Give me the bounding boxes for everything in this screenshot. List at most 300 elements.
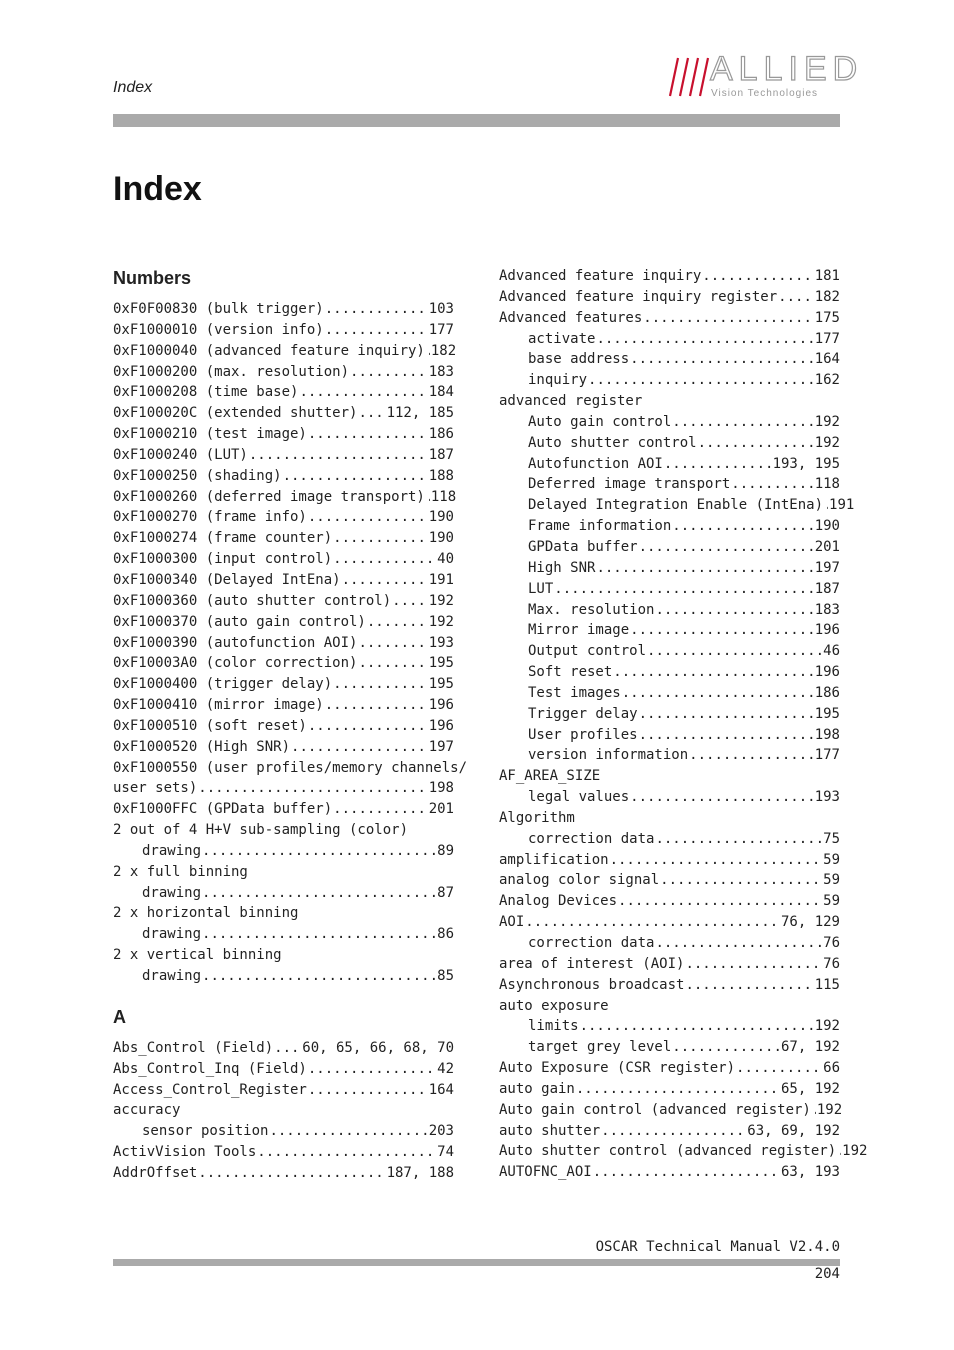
- entry-leader: [702, 266, 813, 287]
- index-subentry: [499, 933, 840, 954]
- entry-leader: [308, 1080, 428, 1101]
- entry-pages: 75: [823, 830, 840, 847]
- index-entry: [113, 737, 454, 758]
- entry-pages: 76: [823, 935, 840, 951]
- entry-leader: [647, 641, 822, 662]
- index-entry: [499, 891, 840, 912]
- entry-leader: [672, 516, 813, 537]
- index-entry-head: accuracy: [113, 1102, 181, 1119]
- logo-tagline: Vision Technologies: [711, 88, 819, 99]
- entry-pages: 195: [428, 655, 454, 672]
- entry-leader: [308, 507, 428, 528]
- entry-term: Advanced features: [499, 309, 643, 326]
- entry-pages: 177: [814, 330, 840, 347]
- entry-leader: [596, 329, 813, 350]
- entry-pages: 193, 195: [772, 455, 840, 472]
- entry-pages: 187: [814, 580, 840, 597]
- entry-term: High SNR: [528, 559, 596, 576]
- entry-term: Auto gain control (advanced register): [499, 1101, 811, 1118]
- entry-leader: [202, 966, 436, 987]
- entry-pages: 192: [814, 413, 840, 430]
- entry-leader: [350, 362, 428, 383]
- footer-manual-title: OSCAR Technical Manual V2.4.0: [595, 1239, 840, 1255]
- entry-leader: [660, 870, 822, 891]
- index-entry: [499, 1058, 840, 1079]
- index-entry-head: Algorithm: [499, 809, 575, 826]
- entry-leader: [325, 299, 428, 320]
- page-number: 204: [814, 1266, 840, 1282]
- entry-pages: 192: [428, 592, 454, 609]
- index-subentry: [499, 704, 840, 725]
- entry-leader: [333, 549, 436, 570]
- entry-pages: 181: [814, 268, 840, 284]
- entry-term: 0xF1000510 (soft reset): [113, 717, 307, 734]
- entry-term: Output control: [528, 643, 647, 660]
- index-entry: [113, 1080, 454, 1101]
- entry-leader: [358, 403, 385, 424]
- entry-leader: [554, 579, 813, 600]
- allied-logo: [668, 50, 864, 100]
- index-entry: [113, 549, 454, 570]
- entry-term: activate: [528, 330, 596, 347]
- index-entry-head: 2 x horizontal binning: [113, 905, 299, 922]
- index-entry: [113, 716, 454, 737]
- entry-term: 0xF1000300 (input control): [113, 551, 333, 568]
- index-entry: [113, 570, 454, 591]
- entry-leader: [358, 633, 427, 654]
- entry-term: 0xF100020C (extended shutter): [113, 405, 358, 422]
- entry-pages: 192: [814, 434, 840, 451]
- entry-leader: [824, 495, 828, 516]
- index-entry: [113, 528, 454, 549]
- entry-leader: [664, 454, 772, 475]
- entry-term: Asynchronous broadcast: [499, 976, 685, 993]
- entry-pages: 190: [814, 518, 840, 535]
- index-subentry: [499, 370, 840, 391]
- entry-leader: [333, 674, 428, 695]
- index-subentry: [499, 683, 840, 704]
- entry-pages: 192: [428, 613, 454, 630]
- spacer: [113, 987, 454, 1005]
- index-entry: [113, 1142, 454, 1163]
- entry-pages: 196: [428, 717, 454, 734]
- entry-leader: [837, 1141, 841, 1162]
- entry-term: drawing: [142, 884, 202, 901]
- entry-term: 0xF1000360 (auto shutter control): [113, 592, 392, 609]
- entry-pages: 191: [829, 497, 855, 514]
- entry-pages: 59: [823, 893, 840, 910]
- index-entry: [113, 507, 454, 528]
- index-entry: [113, 633, 454, 654]
- index-subentry: [499, 600, 840, 621]
- entry-term: 0xF1000250 (shading): [113, 467, 282, 484]
- entry-term: auto shutter: [499, 1122, 601, 1139]
- entry-term: Frame information: [528, 518, 672, 535]
- entry-leader: [308, 716, 428, 737]
- entry-leader: [630, 787, 814, 808]
- entry-pages: 187: [428, 446, 454, 463]
- entry-term: Deferred image transport: [528, 476, 731, 493]
- entry-term: 0xF1000370 (auto gain control): [113, 613, 366, 630]
- entry-term: auto gain: [499, 1080, 575, 1097]
- entry-term: target grey level: [528, 1039, 672, 1056]
- index-entry: [113, 341, 457, 362]
- entry-term: LUT: [528, 580, 554, 597]
- index-column-right: [499, 266, 868, 1183]
- entry-term: version information: [528, 747, 689, 764]
- entry-term: GPData buffer: [528, 538, 638, 555]
- index-entry-head: 2 out of 4 H+V sub-sampling (color): [113, 822, 409, 839]
- entry-leader: [655, 600, 813, 621]
- entry-term: 0xF1000200 (max. resolution): [113, 363, 350, 380]
- entry-pages: 76, 129: [780, 914, 840, 931]
- entry-term: Auto shutter control (advanced register): [499, 1143, 837, 1160]
- entry-leader: [639, 704, 814, 725]
- index-entry: [499, 1079, 840, 1100]
- entry-term: 0xF1000274 (frame counter): [113, 530, 333, 547]
- index-subentry: [499, 1037, 840, 1058]
- entry-pages: 118: [430, 488, 457, 505]
- entry-term: 0xF1000210 (test image): [113, 426, 307, 443]
- index-entry: [113, 612, 454, 633]
- entry-term: drawing: [142, 968, 202, 984]
- index-subentry: [113, 924, 454, 945]
- entry-pages: 63, 69, 192: [747, 1122, 840, 1139]
- index-entry: [499, 1121, 840, 1142]
- entry-term: 0xF1000240 (LUT): [113, 446, 248, 463]
- entry-pages: 118: [814, 476, 840, 493]
- index-subentry: [499, 662, 840, 683]
- entry-leader: [249, 445, 428, 466]
- index-subentry: [499, 745, 840, 766]
- entry-leader: [299, 382, 427, 403]
- entry-pages: 42: [437, 1060, 454, 1077]
- entry-pages: 192: [842, 1143, 868, 1160]
- entry-leader: [736, 1058, 822, 1079]
- entry-pages: 177: [428, 321, 454, 338]
- entry-term: User profiles: [528, 726, 638, 743]
- index-subentry: [499, 787, 840, 808]
- index-subentry: [499, 412, 840, 433]
- entry-leader: [325, 320, 428, 341]
- entry-pages: 59: [823, 851, 840, 868]
- entry-pages: 177: [814, 747, 840, 764]
- entry-leader: [685, 975, 813, 996]
- entry-leader: [778, 287, 814, 308]
- entry-pages: 201: [814, 538, 840, 555]
- entry-pages: 162: [814, 372, 840, 389]
- entry-term: base address: [528, 351, 630, 368]
- entry-term: 0xF1000410 (mirror image): [113, 697, 324, 714]
- index-entry: [113, 320, 454, 341]
- index-entry: [113, 424, 454, 445]
- entry-term: Soft reset: [528, 664, 613, 681]
- entry-pages: 40: [437, 551, 454, 568]
- entry-pages: 197: [428, 738, 454, 755]
- entry-leader: [274, 1038, 301, 1059]
- index-entry: [499, 287, 840, 308]
- index-subentry: [499, 495, 855, 516]
- entry-leader: [588, 370, 814, 391]
- index-subentry: [499, 516, 840, 537]
- entry-pages: 193: [814, 789, 840, 806]
- index-subentry: [113, 1121, 454, 1142]
- index-entry-head: 2 x vertical binning: [113, 947, 282, 964]
- entry-term: Abs_Control_Inq (Field): [113, 1060, 307, 1077]
- entry-pages: 182: [430, 342, 457, 359]
- entry-leader: [392, 591, 428, 612]
- index-entry: [499, 1141, 868, 1162]
- entry-pages: 87: [437, 884, 454, 901]
- entry-pages: 197: [814, 559, 840, 576]
- index-subentry: [499, 558, 840, 579]
- entry-leader: [672, 412, 813, 433]
- entry-leader: [672, 1037, 780, 1058]
- entry-pages: 196: [814, 664, 840, 681]
- entry-term: drawing: [142, 842, 202, 859]
- index-subentry: [499, 620, 840, 641]
- entry-leader: [689, 745, 814, 766]
- index-entry: [499, 1100, 843, 1121]
- entry-leader: [685, 954, 822, 975]
- entry-pages: 115: [814, 976, 840, 993]
- entry-pages: 103: [428, 301, 454, 317]
- index-subentry: [499, 1016, 840, 1037]
- index-entry: [113, 799, 454, 820]
- entry-pages: 67, 192: [780, 1039, 840, 1056]
- entry-leader: [202, 924, 436, 945]
- entry-term: 0xF1000040 (advanced feature inquiry): [113, 342, 425, 359]
- entry-leader: [367, 612, 428, 633]
- index-subentry: [499, 454, 840, 475]
- entry-term: Access_Control_Register: [113, 1081, 307, 1098]
- index-entry-head: advanced register: [499, 393, 643, 410]
- entry-term: correction data: [528, 830, 655, 847]
- entry-term: Trigger delay: [528, 705, 638, 722]
- index-subentry: [499, 433, 840, 454]
- entry-pages: 60, 65, 66, 68, 70: [302, 1039, 454, 1056]
- entry-leader: [269, 1121, 427, 1142]
- index-entry-head: 0xF1000550 (user profiles/memory channels/: [113, 759, 468, 776]
- entry-pages: 186: [814, 684, 840, 701]
- entry-leader: [333, 799, 428, 820]
- entry-leader: [601, 1121, 746, 1142]
- entry-pages: 190: [428, 530, 454, 547]
- entry-term: ActivVision Tools: [113, 1144, 257, 1161]
- entry-pages: 85: [437, 968, 454, 984]
- entry-term: 0xF1000390 (autofunction AOI): [113, 634, 358, 651]
- index-entry-head: 2 x full binning: [113, 863, 248, 880]
- entry-term: 0xF1000208 (time base): [113, 384, 299, 401]
- entry-pages: 59: [823, 872, 840, 889]
- index-entry: [113, 445, 454, 466]
- entry-term: 0xF1000340 (Delayed IntEna): [113, 571, 341, 588]
- entry-term: legal values: [528, 789, 630, 806]
- entry-pages: 193: [428, 634, 454, 651]
- index-entry-head: auto exposure: [499, 997, 609, 1014]
- entry-leader: [812, 1100, 816, 1121]
- entry-leader: [610, 850, 823, 871]
- index-subentry: [499, 829, 840, 850]
- entry-pages: 191: [428, 571, 454, 588]
- entry-term: 0xF10003A0 (color correction): [113, 655, 358, 672]
- entry-term: 0xF1000FFC (GPData buffer): [113, 801, 333, 818]
- header-rule: [113, 114, 840, 127]
- entry-pages: 112, 185: [386, 405, 454, 422]
- entry-leader: [613, 662, 813, 683]
- index-entry: [499, 912, 840, 933]
- index-entry: [113, 674, 454, 695]
- running-header: Index: [113, 79, 153, 96]
- index-entry: [113, 653, 454, 674]
- entry-term: Test images: [528, 684, 621, 701]
- entry-pages: 183: [428, 363, 454, 380]
- entry-term: AUTOFNC_AOI: [499, 1164, 592, 1181]
- entry-term: sensor position: [142, 1123, 269, 1140]
- entry-pages: 198: [814, 726, 840, 743]
- entry-leader: [333, 528, 428, 549]
- entry-pages: 190: [428, 509, 454, 526]
- entry-leader: [426, 487, 430, 508]
- entry-leader: [325, 695, 428, 716]
- logo-slashes-icon: [668, 54, 712, 100]
- entry-pages: 203: [428, 1123, 454, 1140]
- index-entry: [113, 362, 454, 383]
- page-title: Index: [113, 170, 202, 208]
- entry-term: Advanced feature inquiry register: [499, 288, 778, 305]
- entry-pages: 86: [437, 926, 454, 943]
- entry-leader: [576, 1079, 780, 1100]
- entry-pages: 66: [823, 1060, 840, 1077]
- index-entry: [499, 308, 840, 329]
- spacer: [113, 1029, 454, 1038]
- entry-leader: [198, 778, 427, 799]
- entry-leader: [643, 308, 813, 329]
- index-entry: [113, 778, 454, 799]
- entry-term: Max. resolution: [528, 601, 655, 618]
- entry-leader: [358, 653, 427, 674]
- index-entry: [499, 850, 840, 871]
- entry-leader: [655, 829, 822, 850]
- entry-leader: [198, 1163, 385, 1184]
- entry-term: user sets): [113, 780, 198, 797]
- entry-pages: 63, 193: [780, 1164, 840, 1181]
- entry-leader: [655, 933, 822, 954]
- entry-term: Abs_Control (Field): [113, 1039, 274, 1056]
- entry-leader: [257, 1142, 436, 1163]
- index-entry: [113, 1038, 454, 1059]
- entry-pages: 192: [814, 1018, 840, 1035]
- index-subentry: [499, 537, 840, 558]
- entry-leader: [580, 1016, 814, 1037]
- entry-pages: 195: [814, 705, 840, 722]
- spacer: [113, 290, 454, 299]
- entry-leader: [291, 737, 428, 758]
- entry-term: Mirror image: [528, 622, 630, 639]
- index-entry: [499, 1162, 840, 1183]
- entry-pages: 76: [823, 955, 840, 972]
- index-entry: [113, 299, 454, 320]
- footer-rule: [113, 1259, 840, 1266]
- index-entry: [113, 591, 454, 612]
- entry-term: Auto shutter control: [528, 434, 697, 451]
- entry-leader: [639, 725, 814, 746]
- entry-pages: 164: [428, 1081, 454, 1098]
- entry-term: Auto Exposure (CSR register): [499, 1060, 736, 1077]
- section-heading-numbers: Numbers: [113, 268, 192, 288]
- index-entry: [113, 382, 454, 403]
- entry-pages: 175: [814, 309, 840, 326]
- entry-term: 0xF1000010 (version info): [113, 321, 324, 338]
- entry-term: area of interest (AOI): [499, 955, 685, 972]
- index-subentry: [499, 641, 840, 662]
- entry-pages: 198: [428, 780, 454, 797]
- entry-term: limits: [528, 1018, 579, 1035]
- entry-pages: 186: [428, 426, 454, 443]
- index-entry: [113, 403, 454, 424]
- entry-leader: [630, 349, 814, 370]
- entry-leader: [622, 683, 814, 704]
- index-entry: [113, 1059, 454, 1080]
- entry-term: AddrOffset: [113, 1164, 198, 1181]
- entry-pages: 196: [428, 697, 454, 714]
- entry-leader: [618, 891, 822, 912]
- entry-leader: [202, 841, 436, 862]
- entry-term: Delayed Integration Enable (IntEna): [528, 497, 824, 514]
- entry-leader: [593, 1162, 780, 1183]
- entry-leader: [283, 466, 428, 487]
- entry-pages: 182: [814, 288, 840, 305]
- entry-pages: 188: [428, 467, 454, 484]
- index-subentry: [499, 349, 840, 370]
- logo-wordmark: ALLIED: [710, 50, 864, 88]
- index-entry: [499, 954, 840, 975]
- entry-term: Analog Devices: [499, 893, 618, 910]
- entry-term: 0xF1000270 (frame info): [113, 509, 307, 526]
- entry-term: drawing: [142, 926, 202, 943]
- entry-term: Advanced feature inquiry: [499, 268, 702, 284]
- index-subentry: [499, 329, 840, 350]
- entry-term: amplification: [499, 851, 609, 868]
- entry-term: correction data: [528, 935, 655, 951]
- entry-pages: 196: [814, 622, 840, 639]
- entry-pages: 187, 188: [386, 1164, 454, 1181]
- index-entry-head: AF_AREA_SIZE: [499, 768, 601, 785]
- entry-pages: 46: [823, 643, 840, 660]
- entry-term: analog color signal: [499, 872, 660, 889]
- entry-term: 0xF1000260 (deferred image transport): [113, 488, 425, 505]
- entry-leader: [639, 537, 814, 558]
- entry-pages: 192: [816, 1101, 843, 1118]
- entry-pages: 184: [428, 384, 454, 401]
- index-subentry: [499, 474, 840, 495]
- entry-term: Autofunction AOI: [528, 455, 663, 472]
- entry-pages: 183: [814, 601, 840, 618]
- entry-pages: 195: [428, 676, 454, 693]
- entry-leader: [426, 341, 430, 362]
- entry-term: Auto gain control: [528, 413, 672, 430]
- section-heading-a: A: [113, 1006, 126, 1027]
- entry-pages: 164: [814, 351, 840, 368]
- index-entry: [113, 487, 457, 508]
- index-subentry: [113, 966, 454, 987]
- index-subentry: [113, 883, 454, 904]
- entry-leader: [731, 474, 813, 495]
- entry-pages: 74: [437, 1144, 454, 1161]
- entry-leader: [342, 570, 428, 591]
- entry-term: AOI: [499, 914, 525, 931]
- index-entry: [499, 870, 840, 891]
